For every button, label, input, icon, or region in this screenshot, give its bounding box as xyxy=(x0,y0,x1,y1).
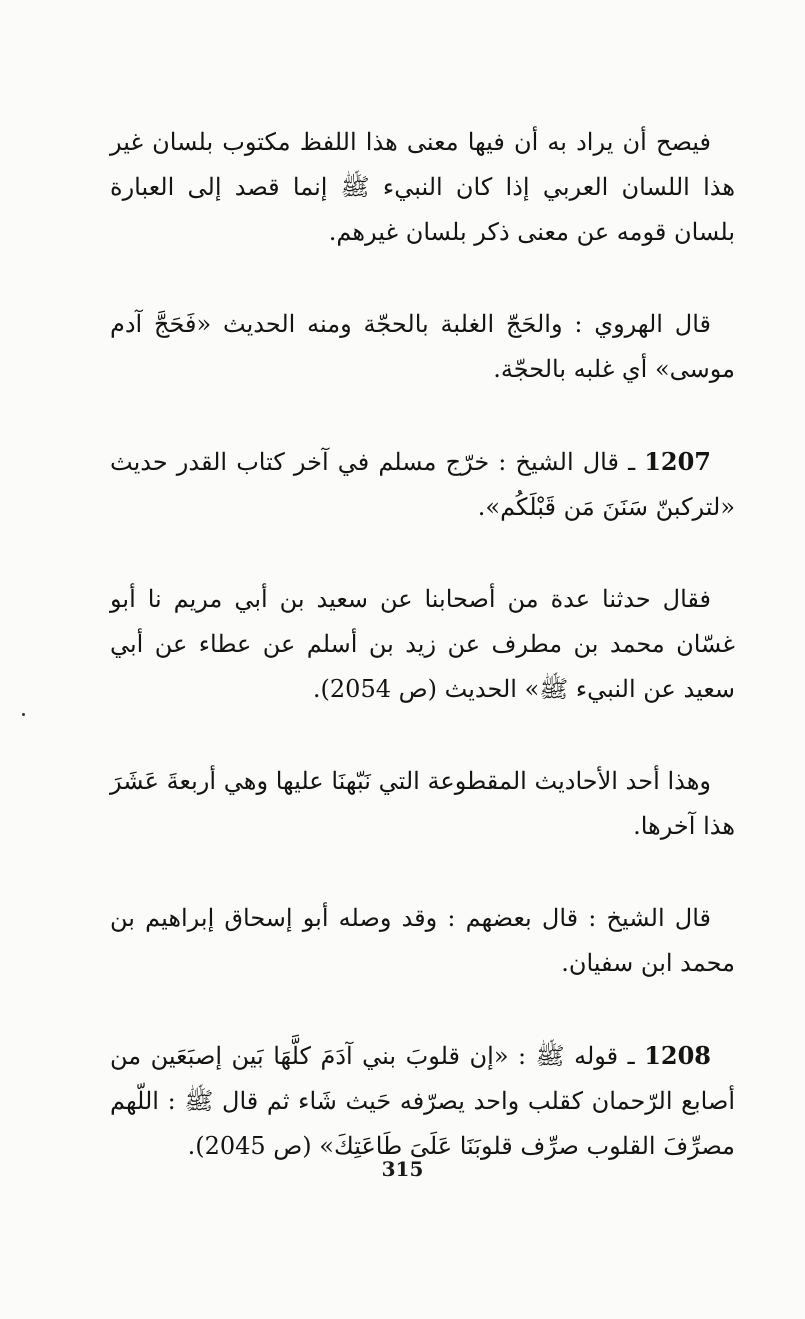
paragraph-4 xyxy=(110,577,735,712)
paragraph-4-text: فقال حدثنا عدة من أصحابنا عن سعيد بن أبي مريم نا أبو غسّان محمد بن مطرف عن زيد بن أسلم عن عطاء عن أبي سعيد عن النبيء ﷺ» الحديث (ص 2054). xyxy=(110,585,735,703)
hadith-number-1207: 1207 xyxy=(644,447,711,476)
paragraph-5-text: وهذا أحد الأحاديث المقطوعة التي نَبّهنَا عليها وهي أربعةَ عَشَرَ هذا آخرها. xyxy=(110,767,735,840)
page-number: 315 xyxy=(381,1157,424,1181)
paragraph-7 xyxy=(110,1033,735,1169)
paragraph-6 xyxy=(110,896,735,986)
paragraph-2-text: قال الهروي : والحَجّ الغلبة بالحجّة ومنه الحديث «فَحَجَّ آدم موسى» أي غلبه بالحجّة. xyxy=(110,310,735,383)
paragraph-5 xyxy=(110,759,735,849)
paragraph-1-text: فيصح أن يراد به أن فيها معنى هذا اللفظ مكتوب بلسان غير هذا اللسان العربي إذا كان النبيء ﷺ إنما قصد إلى العبارة بلسان قومه عن معنى ذكر بلسان غيرهم. xyxy=(110,128,736,246)
paragraph-1 xyxy=(110,120,735,255)
page-body xyxy=(110,120,735,1216)
hadith-number-1208: 1208 xyxy=(644,1041,711,1070)
paragraph-6-text: قال الشيخ : قال بعضهم : وقد وصله أبو إسحاق إبراهيم بن محمد ابن سفيان. xyxy=(110,904,735,977)
paragraph-7-text: ـ قوله ﷺ : «إن قلوبَ بني آدَمَ كلَّهَا بَين إصبَعَين من أصابع الرّحمان كقلب واحد يصرّفه حَيث شَاء ثم قال ﷺ : اللّهم مصرِّفَ القلوب صرِّف قلوبَنَا عَلَىَ طَاعَتِكَ» (ص 2045). xyxy=(110,1042,735,1160)
paragraph-3-text: ـ قال الشيخ : خرّج مسلم في آخر كتاب القدر حديث «لتركبنّ سَنَنَ مَن قَبْلَكُم». xyxy=(110,448,735,521)
paragraph-3 xyxy=(110,439,735,530)
paragraph-2 xyxy=(110,302,735,392)
scan-speck xyxy=(22,713,25,716)
